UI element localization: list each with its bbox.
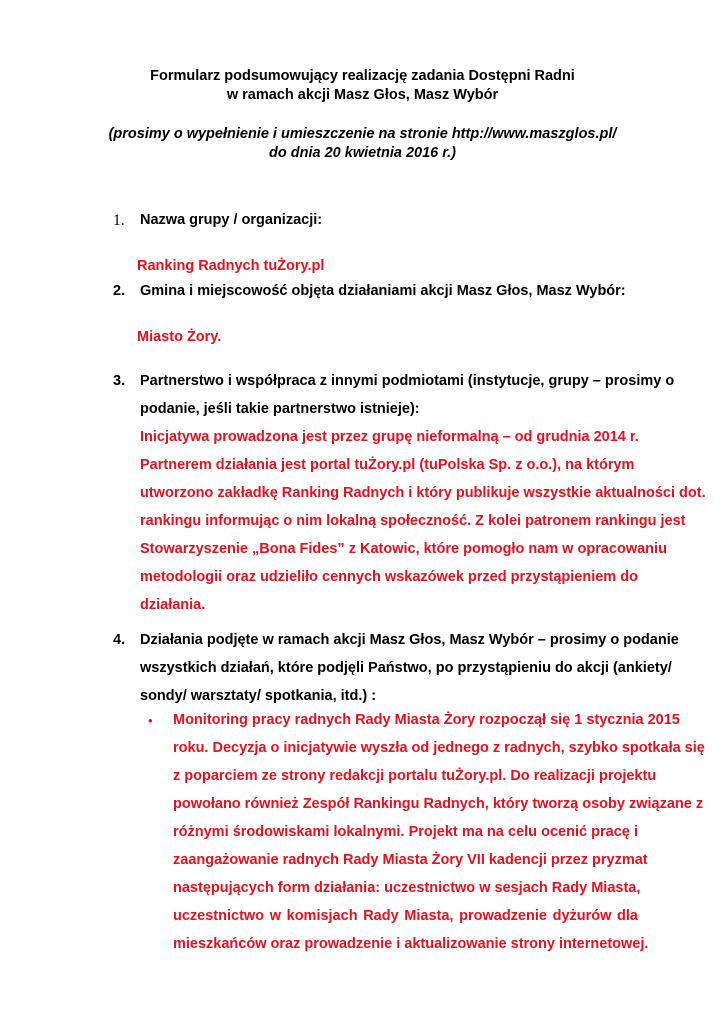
bullet-line: powołano również Zespół Rankingu Radnych, który tworzą osoby związane z [173, 796, 704, 812]
section-2-question: Gmina i miejscowość objęta działaniami akcji Masz Głos, Masz Wybór: [140, 283, 626, 299]
form-title-line1: Formularz podsumowujący realizację zadania Dostępni Radni [150, 68, 575, 84]
form-title-line2: w ramach akcji Masz Głos, Masz Wybór [226, 87, 499, 103]
section-3-answer-line: utworzono zakładkę Ranking Radnych i który publikuje wszystkie aktualności dot. [140, 485, 706, 501]
bullet-line: mieszkańców oraz prowadzenie i aktualizowanie strony internetowej. [173, 936, 649, 952]
section-4-question [140, 626, 679, 710]
section-1-question: Nazwa grupy / organizacji: [140, 212, 323, 228]
section-3-body [140, 367, 706, 619]
section-4-question-line: Działania podjęte w ramach akcji Masz Głos, Masz Wybór – prosimy o podanie [140, 632, 679, 648]
bullet-line: z poparciem ze strony redakcji portalu tuŻory.pl. Do realizacji projektu [173, 768, 657, 784]
bullet-line: roku. Decyzja o inicjatywie wyszła od jednego z radnych, szybko spotkała się [173, 740, 705, 756]
section-3-answer-line: rankingu informując o nim lokalną społeczność. Z kolei patronem rankingu jest [140, 513, 686, 529]
form-subtitle-line1: (prosimy o wypełnienie i umieszczenie na stronie http://www.maszglos.pl/ [108, 126, 617, 142]
section-1-number: 1. [113, 212, 125, 229]
bullet-line: zaangażowanie radnych Rady Miasta Żory VII kadencji przez pryzmat [173, 852, 648, 868]
bullet-line: Monitoring pracy radnych Rady Miasta Żory rozpoczął się 1 stycznia 2015 [173, 712, 680, 728]
section-3-answer-line: Stowarzyszenie „Bona Fides” z Katowic, które pomogło nam w opracowaniu [140, 541, 667, 557]
section-3-answer-line: Partnerem działania jest portal tuŻory.pl (tuPolska Sp. z o.o.), na którym [140, 457, 635, 473]
bullet-line: różnymi środowiskami lokalnymi. Projekt ma na celu ocenić pracę i [173, 824, 638, 840]
section-4-number: 4. [113, 632, 126, 648]
section-4-question-line: wszystkich działań, które podjęli Państwo, po przystąpieniu do akcji (ankiety/ [140, 660, 672, 676]
section-3-question-line: Partnerstwo i współpraca z innymi podmiotami (instytucje, grupy – prosimy o [140, 373, 675, 389]
bullet-line: następujących form działania: uczestnictwo w sesjach Rady Miasta, [173, 880, 641, 896]
section-4-question-line: sondy/ warsztaty/ spotkania, itd.) : [140, 688, 377, 704]
section-3-answer-line: działania. [140, 597, 206, 613]
section-1-answer: Ranking Radnych tuŻory.pl [137, 258, 325, 274]
section-3-number: 3. [113, 373, 126, 389]
section-3-answer-line: metodologii oraz udzieliło cennych wskazówek przed przystąpieniem do [140, 569, 638, 585]
bullet-line: uczestnictwo w komisjach Rady Miasta, prowadzenie dyżurów dla [173, 908, 638, 924]
section-3-answer-line: Inicjatywa prowadzona jest przez grupę nieformalną – od grudnia 2014 r. [140, 429, 639, 445]
section-2-number: 2. [113, 283, 126, 299]
section-3-question-line: podanie, jeśli takie partnerstwo istnieje): [140, 401, 420, 417]
form-subtitle-line2: do dnia 20 kwietnia 2016 r.) [269, 145, 456, 161]
bullet-dot-icon: • [148, 713, 153, 728]
section-4-bullet-text [173, 706, 705, 958]
section-2-answer: Miasto Żory. [137, 329, 222, 345]
